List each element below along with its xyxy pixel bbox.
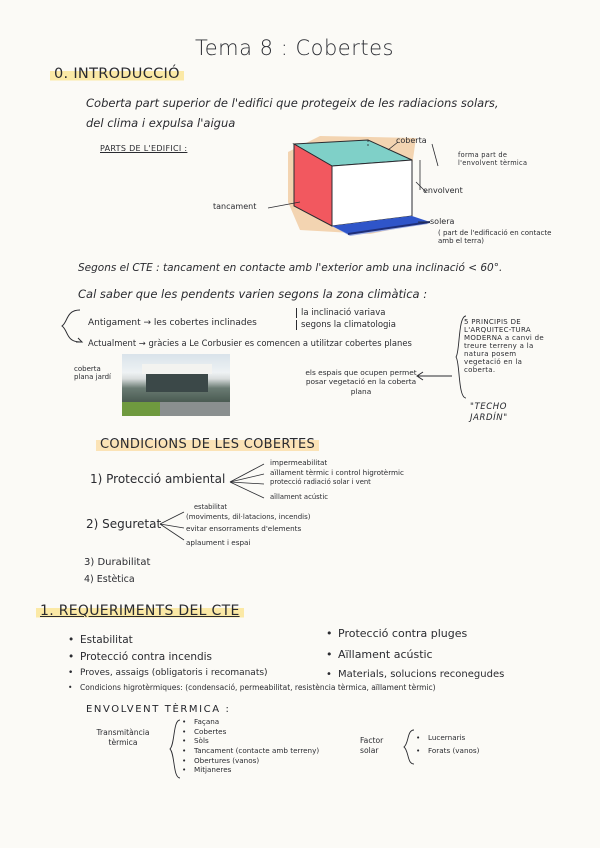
factor-solar-item: • Lucernaris xyxy=(416,732,479,744)
condicio-2: 2) Seguretat xyxy=(86,517,162,531)
factor-solar-list xyxy=(416,732,479,757)
label-tancament: tancament xyxy=(213,202,257,211)
condicio-1: 1) Protecció ambiental xyxy=(90,472,226,486)
building-diagram xyxy=(260,130,450,245)
req-condicions-item: • Condicions higrotèrmiques: (condensació, permeabilitat, resistència tèrmica, aïllament tèrmic) xyxy=(68,684,436,692)
req-left-item: • Estabilitat xyxy=(68,632,268,648)
arrow-left-icon xyxy=(414,370,454,382)
factor-solar-label: Factor solar xyxy=(360,736,384,756)
intro-heading-text: 0. INTRODUCCIÓ xyxy=(50,66,184,82)
condicio-1-arrows xyxy=(228,458,268,504)
req-left-item: • Proves, assaigs (obligatoris i recomanats) xyxy=(68,667,268,681)
section-heading-intro xyxy=(50,66,184,82)
principis-brace xyxy=(454,314,468,400)
envolvent-heading: ENVOLVENT TÈRMICA : xyxy=(86,704,231,715)
cte-line-1: Segons el CTE : tancament en contacte amb l'exterior amb una inclinació < 60°. xyxy=(78,262,503,274)
req-right-item: • Protecció contra pluges xyxy=(326,624,504,644)
condicio-1-sub-0: impermeabilitat xyxy=(270,458,328,467)
cte-antigament-b1: la inclinació variava xyxy=(296,308,386,318)
condicio-1-sub-1: aïllament tèrmic i control higrotèrmic xyxy=(270,468,404,477)
condicio-2-sub-2: evitar ensorraments d'elements xyxy=(186,524,302,533)
transmitancia-item: • Cobertes xyxy=(182,728,319,737)
transmitancia-item: • Obertures (vanos) xyxy=(182,757,319,766)
label-envolvent-note: forma part de l'envolvent tèrmica xyxy=(458,151,528,167)
req-right-list xyxy=(326,624,504,685)
requeriments-heading-text: 1. REQUERIMENTS DEL CTE xyxy=(36,603,244,619)
condicio-2-sub-3: aplaument i espai xyxy=(186,538,251,547)
transmitancia-label: Transmitància tèrmica xyxy=(96,728,150,748)
transmitancia-brace xyxy=(168,718,182,780)
parts-heading: PARTS DE L'EDIFICI : xyxy=(100,144,188,153)
cte-espais-note: els espais que ocupen permet posar vegetació en la coberta plana xyxy=(305,368,417,396)
intro-line-2: del clima i expulsa l'aigua xyxy=(86,116,236,130)
transmitancia-list xyxy=(182,718,319,776)
cte-principis: 5 PRINCIPIS DE L'ARQUITEC-TURA MODERNA a canvi de treure terreny a la natura posem vegetació en la coberta. xyxy=(464,318,545,375)
condicio-2-sub-1: (moviments, dil·latacions, incendis) xyxy=(186,513,311,521)
cte-line-2: Cal saber que les pendents varien segons la zona climàtica : xyxy=(78,287,428,301)
label-envolvent: envolvent xyxy=(423,186,463,195)
label-solera-note: ( part de l'edificació en contacte amb el terra) xyxy=(438,229,552,245)
condicio-3: 3) Durabilitat xyxy=(84,557,151,568)
factor-solar-item: • Forats (vanos) xyxy=(416,745,479,757)
cte-techo-jardin: "TECHO JARDÍN" xyxy=(470,402,508,423)
cte-actualment: Actualment → gràcies a Le Corbusier es comencen a utilitzar cobertes planes xyxy=(88,338,412,348)
condicio-2-sub-0: estabilitat xyxy=(194,503,228,511)
condicio-1-sub-3: aïllament acústic xyxy=(270,493,328,501)
cte-brace xyxy=(56,306,84,348)
transmitancia-item: • Façana xyxy=(182,718,319,727)
condicions-heading-text: CONDICIONS DE LES COBERTES xyxy=(96,437,319,452)
req-left-item: • Protecció contra incendis xyxy=(68,649,268,665)
intro-line-1: Coberta part superior de l'edifici que protegeix de les radiacions solars, xyxy=(86,96,499,110)
label-solera: solera xyxy=(430,217,455,226)
req-right-item: • Aïllament acústic xyxy=(326,645,504,665)
transmitancia-item: • Mitjaneres xyxy=(182,766,319,775)
factor-solar-brace xyxy=(402,728,416,766)
section-heading-condicions xyxy=(96,437,319,452)
transmitancia-item: • Tancament (contacte amb terreny) xyxy=(182,747,319,756)
cte-antigament-b2: segons la climatologia xyxy=(296,320,396,330)
page-title: Tema 8 : Cobertes xyxy=(195,36,394,60)
condicio-4: 4) Estètica xyxy=(84,574,135,585)
label-coberta: coberta xyxy=(396,136,427,145)
transmitancia-item: • Sòls xyxy=(182,737,319,746)
condicio-2-arrows xyxy=(158,508,186,544)
cte-antigament: Antigament → les cobertes inclinades xyxy=(88,318,257,328)
section-heading-requeriments xyxy=(36,603,244,619)
req-left-list xyxy=(68,632,268,681)
req-condicions-list xyxy=(68,684,436,693)
photo-label: coberta plana jardí xyxy=(74,365,112,381)
req-right-item: • Materials, solucions reconegudes xyxy=(326,666,504,684)
condicio-1-sub-2: protecció radiació solar i vent xyxy=(270,478,371,486)
photo-coberta-plana-jardi xyxy=(122,354,230,416)
